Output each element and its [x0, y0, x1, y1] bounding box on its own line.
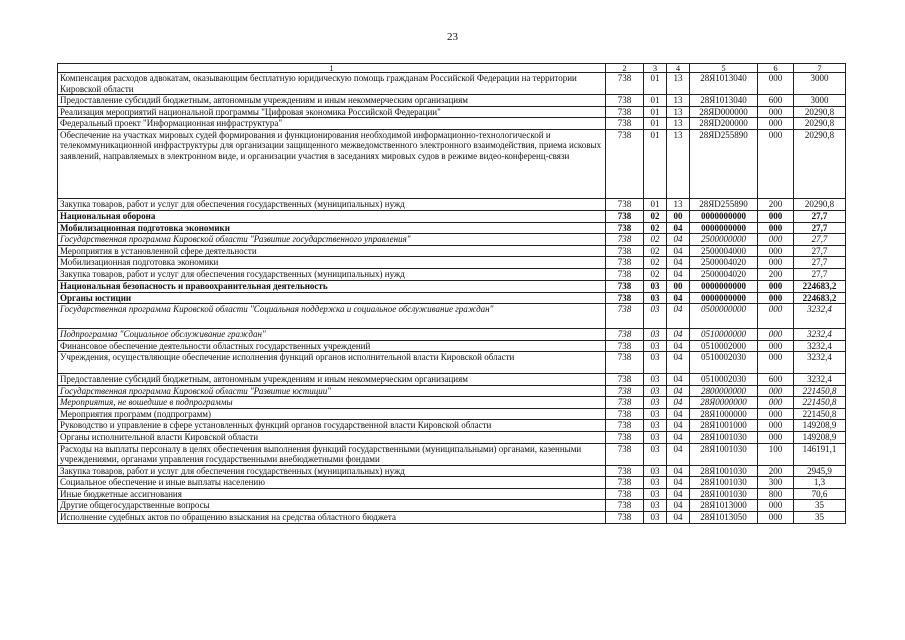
row-section-cell: 03 — [644, 280, 667, 292]
row-ved-cell: 738 — [606, 340, 644, 352]
row-ved-cell: 738 — [606, 118, 644, 130]
row-expense-type-cell: 000 — [758, 408, 794, 420]
row-target-article-cell: 28Я1001030 — [690, 432, 758, 444]
row-ved-cell: 738 — [606, 73, 644, 95]
table-row — [58, 477, 846, 489]
row-name-cell: Закупка товаров, работ и услуг для обеспечения государственных (муниципальных) нужд — [58, 268, 606, 280]
row-subsection-cell: 13 — [667, 106, 690, 118]
budget-table — [57, 63, 846, 524]
row-ved-cell: 738 — [606, 257, 644, 269]
row-subsection-cell: 04 — [667, 432, 690, 444]
row-amount-cell: 224683,2 — [794, 292, 846, 304]
row-subsection-cell: 04 — [667, 465, 690, 477]
row-expense-type-cell: 000 — [758, 352, 794, 374]
row-subsection-cell: 04 — [667, 292, 690, 304]
row-expense-type-cell: 200 — [758, 198, 794, 210]
row-name-cell: Мобилизационная подготовка экономики — [58, 257, 606, 269]
row-section-cell: 01 — [644, 73, 667, 95]
row-expense-type-cell: 000 — [758, 304, 794, 329]
row-amount-cell: 146191,1 — [794, 443, 846, 465]
row-expense-type-cell: 000 — [758, 397, 794, 409]
row-subsection-cell: 13 — [667, 95, 690, 107]
row-target-article-cell: 0510002000 — [690, 340, 758, 352]
row-target-article-cell: 28Я1001030 — [690, 443, 758, 465]
row-amount-cell: 3232,4 — [794, 374, 846, 386]
header-row — [58, 64, 846, 73]
row-subsection-cell: 04 — [667, 234, 690, 246]
row-expense-type-cell: 000 — [758, 118, 794, 130]
row-subsection-cell: 04 — [667, 222, 690, 234]
row-target-article-cell: 0000000000 — [690, 292, 758, 304]
row-ved-cell: 738 — [606, 511, 644, 523]
table-row — [58, 234, 846, 246]
row-target-article-cell: 28Я1013050 — [690, 511, 758, 523]
row-ved-cell: 738 — [606, 374, 644, 386]
row-section-cell: 02 — [644, 222, 667, 234]
row-amount-cell: 27,7 — [794, 234, 846, 246]
row-ved-cell: 738 — [606, 304, 644, 329]
table-row — [58, 198, 846, 210]
row-amount-cell: 221450,8 — [794, 408, 846, 420]
row-expense-type-cell: 000 — [758, 245, 794, 257]
table-row — [58, 329, 846, 341]
row-section-cell: 03 — [644, 420, 667, 432]
row-amount-cell: 27,7 — [794, 222, 846, 234]
row-target-article-cell: 28Я1000000 — [690, 408, 758, 420]
row-ved-cell: 738 — [606, 408, 644, 420]
table-row — [58, 408, 846, 420]
row-name-cell: Обеспечение на участках мировых судей формирования и функционирования необходимой информационно-технологической и телекоммуникационной инфраструктуры для организации защищенного межведомственного электронного взаимодействия, приема исковых заявлений, направляемых в электронном виде, и организации участия в заседаниях мировых судов в режиме видео-конференц-связи — [58, 129, 606, 198]
row-expense-type-cell: 000 — [758, 106, 794, 118]
header-cell-ved: 2 — [606, 64, 644, 73]
row-expense-type-cell: 000 — [758, 432, 794, 444]
row-section-cell: 03 — [644, 488, 667, 500]
row-name-cell: Мероприятия программ (подпрограмм) — [58, 408, 606, 420]
row-expense-type-cell: 000 — [758, 385, 794, 397]
row-subsection-cell: 04 — [667, 304, 690, 329]
row-name-cell: Органы исполнительной власти Кировской области — [58, 432, 606, 444]
row-expense-type-cell: 000 — [758, 234, 794, 246]
row-name-cell: Иные бюджетные ассигнования — [58, 488, 606, 500]
row-subsection-cell: 04 — [667, 443, 690, 465]
row-ved-cell: 738 — [606, 129, 644, 198]
table-row — [58, 511, 846, 523]
row-section-cell: 01 — [644, 95, 667, 107]
row-section-cell: 01 — [644, 106, 667, 118]
row-target-article-cell: 28ЯD255890 — [690, 198, 758, 210]
table-row — [58, 374, 846, 386]
row-amount-cell: 3232,4 — [794, 329, 846, 341]
row-ved-cell: 738 — [606, 292, 644, 304]
row-name-cell: Исполнение судебных актов по обращению взыскания на средства областного бюджета — [58, 511, 606, 523]
row-target-article-cell: 28Я1001030 — [690, 477, 758, 489]
row-name-cell: Предоставление субсидий бюджетным, автономным учреждениям и иным некоммерческим организациям — [58, 374, 606, 386]
row-expense-type-cell: 000 — [758, 292, 794, 304]
table-row — [58, 129, 846, 198]
row-subsection-cell: 04 — [667, 420, 690, 432]
table-row — [58, 352, 846, 374]
row-amount-cell: 20290,8 — [794, 118, 846, 130]
row-expense-type-cell: 000 — [758, 73, 794, 95]
row-expense-type-cell: 200 — [758, 268, 794, 280]
row-subsection-cell: 04 — [667, 397, 690, 409]
row-name-cell: Расходы на выплаты персоналу в целях обеспечения выполнения функций государственными (муниципальными) органами, казенными учреждениями, органами управления государственными внебюджетными фондами — [58, 443, 606, 465]
row-expense-type-cell: 600 — [758, 95, 794, 107]
row-target-article-cell: 28Я1013000 — [690, 500, 758, 512]
row-amount-cell: 20290,8 — [794, 198, 846, 210]
row-section-cell: 02 — [644, 210, 667, 222]
row-subsection-cell: 13 — [667, 198, 690, 210]
row-amount-cell: 35 — [794, 500, 846, 512]
table-row — [58, 443, 846, 465]
header-cell-sum: 7 — [794, 64, 846, 73]
row-subsection-cell: 04 — [667, 352, 690, 374]
row-target-article-cell: 28Я1001030 — [690, 465, 758, 477]
row-expense-type-cell: 000 — [758, 329, 794, 341]
row-section-cell: 01 — [644, 129, 667, 198]
row-ved-cell: 738 — [606, 280, 644, 292]
row-name-cell: Мероприятия, не вошедшие в подпрограммы — [58, 397, 606, 409]
row-name-cell: Финансовое обеспечение деятельности областных государственных учреждений — [58, 340, 606, 352]
row-subsection-cell: 00 — [667, 280, 690, 292]
table-row — [58, 118, 846, 130]
row-name-cell: Реализация мероприятий национальной программы "Цифровая экономика Российской Федерации" — [58, 106, 606, 118]
row-target-article-cell: 2500004000 — [690, 245, 758, 257]
header-cell-vr: 6 — [758, 64, 794, 73]
row-amount-cell: 27,7 — [794, 245, 846, 257]
row-expense-type-cell: 000 — [758, 340, 794, 352]
row-subsection-cell: 04 — [667, 488, 690, 500]
row-amount-cell: 27,7 — [794, 257, 846, 269]
row-subsection-cell: 04 — [667, 257, 690, 269]
row-target-article-cell: 0510002030 — [690, 352, 758, 374]
row-ved-cell: 738 — [606, 465, 644, 477]
row-target-article-cell: 0000000000 — [690, 280, 758, 292]
row-section-cell: 03 — [644, 340, 667, 352]
row-amount-cell: 1,3 — [794, 477, 846, 489]
row-amount-cell: 149208,9 — [794, 432, 846, 444]
row-name-cell: Национальная безопасность и правоохранительная деятельность — [58, 280, 606, 292]
row-section-cell: 03 — [644, 352, 667, 374]
row-target-article-cell: 2500004020 — [690, 257, 758, 269]
row-amount-cell: 27,7 — [794, 268, 846, 280]
table-row — [58, 268, 846, 280]
row-subsection-cell: 13 — [667, 73, 690, 95]
row-ved-cell: 738 — [606, 198, 644, 210]
row-amount-cell: 224683,2 — [794, 280, 846, 292]
table-row — [58, 432, 846, 444]
row-ved-cell: 738 — [606, 210, 644, 222]
row-amount-cell: 2945,9 — [794, 465, 846, 477]
row-ved-cell: 738 — [606, 500, 644, 512]
row-ved-cell: 738 — [606, 234, 644, 246]
row-section-cell: 02 — [644, 245, 667, 257]
row-target-article-cell: 28Я1013040 — [690, 73, 758, 95]
table-row — [58, 385, 846, 397]
table-row — [58, 210, 846, 222]
row-target-article-cell: 0000000000 — [690, 222, 758, 234]
row-target-article-cell: 28Я1001030 — [690, 488, 758, 500]
row-section-cell: 03 — [644, 465, 667, 477]
table-row — [58, 304, 846, 329]
row-target-article-cell: 28ЯD000000 — [690, 106, 758, 118]
row-ved-cell: 738 — [606, 245, 644, 257]
row-target-article-cell: 28Я1001000 — [690, 420, 758, 432]
row-expense-type-cell: 000 — [758, 500, 794, 512]
row-expense-type-cell: 300 — [758, 477, 794, 489]
row-name-cell: Государственная программа Кировской области "Социальная поддержка и социальное обслуживание граждан" — [58, 304, 606, 329]
row-subsection-cell: 04 — [667, 408, 690, 420]
row-ved-cell: 738 — [606, 268, 644, 280]
row-amount-cell: 221450,8 — [794, 385, 846, 397]
row-name-cell: Мобилизационная подготовка экономики — [58, 222, 606, 234]
row-amount-cell: 35 — [794, 511, 846, 523]
row-expense-type-cell: 600 — [758, 374, 794, 386]
row-name-cell: Государственная программа Кировской области "Развитие государственного управления" — [58, 234, 606, 246]
row-section-cell: 03 — [644, 374, 667, 386]
row-name-cell: Органы юстиции — [58, 292, 606, 304]
row-target-article-cell: 28Я0000000 — [690, 397, 758, 409]
row-expense-type-cell: 800 — [758, 488, 794, 500]
row-amount-cell: 3000 — [794, 73, 846, 95]
row-ved-cell: 738 — [606, 106, 644, 118]
row-amount-cell: 27,7 — [794, 210, 846, 222]
row-name-cell: Федеральный проект "Информационная инфраструктура" — [58, 118, 606, 130]
header-cell-csr: 5 — [690, 64, 758, 73]
row-ved-cell: 738 — [606, 397, 644, 409]
table-row — [58, 340, 846, 352]
table-row — [58, 280, 846, 292]
row-section-cell: 01 — [644, 118, 667, 130]
row-name-cell: Закупка товаров, работ и услуг для обеспечения государственных (муниципальных) нужд — [58, 198, 606, 210]
row-name-cell: Руководство и управление в сфере установленных функций органов государственной власти Кировской области — [58, 420, 606, 432]
table-row — [58, 222, 846, 234]
row-ved-cell: 738 — [606, 488, 644, 500]
row-subsection-cell: 04 — [667, 385, 690, 397]
row-name-cell: Другие общегосударственные вопросы — [58, 500, 606, 512]
row-section-cell: 03 — [644, 385, 667, 397]
row-expense-type-cell: 000 — [758, 210, 794, 222]
row-section-cell: 02 — [644, 257, 667, 269]
row-name-cell: Предоставление субсидий бюджетным, автономным учреждениям и иным некоммерческим организациям — [58, 95, 606, 107]
table-row — [58, 106, 846, 118]
row-expense-type-cell: 000 — [758, 511, 794, 523]
row-expense-type-cell: 100 — [758, 443, 794, 465]
row-target-article-cell: 0510002030 — [690, 374, 758, 386]
row-amount-cell: 3000 — [794, 95, 846, 107]
table-row — [58, 465, 846, 477]
row-ved-cell: 738 — [606, 222, 644, 234]
row-section-cell: 03 — [644, 292, 667, 304]
table-row — [58, 257, 846, 269]
row-target-article-cell: 0510000000 — [690, 329, 758, 341]
row-subsection-cell: 04 — [667, 329, 690, 341]
row-amount-cell: 221450,8 — [794, 397, 846, 409]
row-section-cell: 03 — [644, 432, 667, 444]
row-name-cell: Закупка товаров, работ и услуг для обеспечения государственных (муниципальных) нужд — [58, 465, 606, 477]
table-row — [58, 420, 846, 432]
row-expense-type-cell: 000 — [758, 222, 794, 234]
row-subsection-cell: 13 — [667, 129, 690, 198]
table-row — [58, 95, 846, 107]
row-ved-cell: 738 — [606, 329, 644, 341]
row-name-cell: Государственная программа Кировской области "Развитие юстиции" — [58, 385, 606, 397]
row-amount-cell: 70,6 — [794, 488, 846, 500]
row-target-article-cell: 2500000000 — [690, 234, 758, 246]
row-subsection-cell: 04 — [667, 511, 690, 523]
row-section-cell: 02 — [644, 268, 667, 280]
row-target-article-cell: 2500004020 — [690, 268, 758, 280]
row-target-article-cell: 28Я1013040 — [690, 95, 758, 107]
row-amount-cell: 20290,8 — [794, 106, 846, 118]
row-target-article-cell: 28ЯD255890 — [690, 129, 758, 198]
row-subsection-cell: 04 — [667, 500, 690, 512]
row-expense-type-cell: 000 — [758, 257, 794, 269]
row-name-cell: Мероприятия в установленной сфере деятельности — [58, 245, 606, 257]
row-ved-cell: 738 — [606, 352, 644, 374]
row-name-cell: Учреждения, осуществляющие обеспечение исполнения функций органов исполнительной власти Кировской области — [58, 352, 606, 374]
row-ved-cell: 738 — [606, 477, 644, 489]
table-row — [58, 500, 846, 512]
row-target-article-cell: 2800000000 — [690, 385, 758, 397]
row-amount-cell: 20290,8 — [794, 129, 846, 198]
table-row — [58, 73, 846, 95]
row-name-cell: Компенсация расходов адвокатам, оказывающим бесплатную юридическую помощь гражданам Российской Федерации на территории Кировской области — [58, 73, 606, 95]
header-cell-pr: 4 — [667, 64, 690, 73]
row-section-cell: 03 — [644, 397, 667, 409]
header-cell-name: 1 — [58, 64, 606, 73]
row-ved-cell: 738 — [606, 443, 644, 465]
table-row — [58, 488, 846, 500]
row-target-article-cell: 28ЯD200000 — [690, 118, 758, 130]
row-amount-cell: 3232,4 — [794, 352, 846, 374]
row-subsection-cell: 00 — [667, 210, 690, 222]
row-amount-cell: 3232,4 — [794, 340, 846, 352]
row-section-cell: 03 — [644, 500, 667, 512]
row-target-article-cell: 0500000000 — [690, 304, 758, 329]
row-name-cell: Национальная оборона — [58, 210, 606, 222]
row-section-cell: 03 — [644, 304, 667, 329]
header-cell-rz: 3 — [644, 64, 667, 73]
row-subsection-cell: 04 — [667, 245, 690, 257]
row-section-cell: 01 — [644, 198, 667, 210]
row-expense-type-cell: 000 — [758, 420, 794, 432]
page-number: 23 — [447, 31, 458, 43]
row-section-cell: 03 — [644, 477, 667, 489]
table-row — [58, 397, 846, 409]
row-subsection-cell: 13 — [667, 118, 690, 130]
row-ved-cell: 738 — [606, 385, 644, 397]
row-section-cell: 03 — [644, 329, 667, 341]
row-section-cell: 03 — [644, 443, 667, 465]
row-section-cell: 03 — [644, 511, 667, 523]
row-ved-cell: 738 — [606, 95, 644, 107]
row-name-cell: Подпрограмма "Социальное обслуживание граждан" — [58, 329, 606, 341]
row-amount-cell: 3232,4 — [794, 304, 846, 329]
table-row — [58, 245, 846, 257]
row-subsection-cell: 04 — [667, 340, 690, 352]
row-ved-cell: 738 — [606, 432, 644, 444]
row-section-cell: 03 — [644, 408, 667, 420]
row-subsection-cell: 04 — [667, 477, 690, 489]
row-subsection-cell: 04 — [667, 374, 690, 386]
row-expense-type-cell: 200 — [758, 465, 794, 477]
row-name-cell: Социальное обеспечение и иные выплаты населению — [58, 477, 606, 489]
row-subsection-cell: 04 — [667, 268, 690, 280]
row-expense-type-cell: 000 — [758, 129, 794, 198]
row-ved-cell: 738 — [606, 420, 644, 432]
table-row — [58, 292, 846, 304]
row-expense-type-cell: 000 — [758, 280, 794, 292]
row-target-article-cell: 0000000000 — [690, 210, 758, 222]
row-amount-cell: 149208,9 — [794, 420, 846, 432]
row-section-cell: 02 — [644, 234, 667, 246]
table-body — [58, 64, 846, 524]
